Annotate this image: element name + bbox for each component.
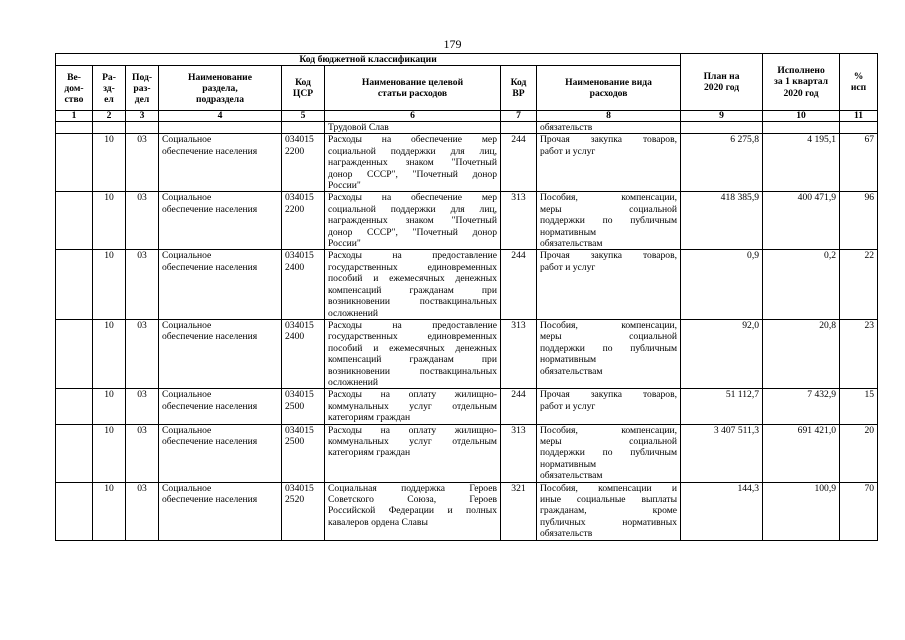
- expense-kind-cell: [537, 134, 681, 192]
- cell-line: донор СССР", "Почетный донор: [328, 226, 497, 238]
- header-line: дел: [134, 93, 150, 105]
- section-name-cell: [159, 424, 282, 482]
- cell-line: Расходы на оплату жилищно-: [328, 424, 497, 436]
- header-line: расходов: [589, 88, 628, 99]
- header-line: исп: [850, 82, 867, 93]
- cell-line: обеспечение населения: [162, 494, 258, 505]
- header-line: Ве-: [67, 71, 81, 83]
- cell-line: Социальное: [162, 424, 212, 436]
- cell-line: обеспечение населения: [162, 145, 258, 157]
- subsection-cell: 03: [126, 250, 159, 319]
- cell-line: осложнений: [328, 307, 379, 319]
- budget-table: [55, 53, 878, 541]
- header-line: зд-: [103, 82, 115, 94]
- cell-line: нормативным: [540, 458, 597, 470]
- cell-line: иные социальные выплаты: [540, 494, 678, 505]
- section-header: [93, 66, 126, 111]
- header-line: %: [853, 70, 864, 82]
- cell-line: Расходы на оплату жилищно-: [328, 389, 497, 401]
- csr-code-cell: [282, 389, 325, 424]
- cell-line: 034015: [285, 250, 314, 262]
- cell-line: Прочая закупка товаров,: [540, 389, 678, 401]
- header-line: дом-: [64, 82, 84, 94]
- table-row: [56, 134, 878, 192]
- subsection-cell: 03: [126, 319, 159, 388]
- cell-line: обязательствам: [540, 365, 603, 377]
- expense-kind-cell: [537, 482, 681, 540]
- cell-line: государственных единовременных: [328, 331, 497, 343]
- section-cell: 10: [93, 482, 126, 540]
- header-line: 2020 год: [783, 87, 819, 99]
- cell-line: 034015: [285, 192, 314, 204]
- plan-amount-cell: 0,9: [681, 250, 763, 319]
- expense-kind-cell: [537, 250, 681, 319]
- table-row: [56, 319, 878, 388]
- csr-code-cell: [282, 319, 325, 388]
- cell-line: Советского Союза, Героев: [328, 494, 497, 505]
- cell-line: категориям граждан: [328, 412, 411, 424]
- subsection-cell: 03: [126, 192, 159, 250]
- header-line: Наименование: [188, 71, 252, 83]
- header-line: раз-: [133, 82, 151, 94]
- subsection-cell: 03: [126, 424, 159, 482]
- department-cell: [56, 134, 93, 192]
- cell-line: обеспечение населения: [162, 203, 258, 215]
- cell-line: обеспечение населения: [162, 400, 258, 412]
- cell-line: осложнений: [328, 376, 379, 388]
- csr-code-cell: [282, 250, 325, 319]
- cell-line: работ и услуг: [540, 145, 596, 157]
- subsection-cell: 03: [126, 389, 159, 424]
- table-row: [56, 389, 878, 424]
- section-name-cell: [159, 192, 282, 250]
- carryover-kind-text: обязательств: [537, 122, 681, 134]
- cell-line: Прочая закупка товаров,: [540, 134, 678, 146]
- cell-line: коммунальных услуг отдельным: [328, 435, 497, 447]
- section-cell: 10: [93, 192, 126, 250]
- cell-line: поддержки по публичным: [540, 447, 678, 459]
- cell-line: Социальное: [162, 319, 212, 331]
- table-header: [56, 54, 878, 122]
- executed-amount-cell: 400 471,9: [763, 192, 840, 250]
- target-name-cell: [325, 134, 501, 192]
- csr-code-cell: [282, 134, 325, 192]
- cell-line: компенсаций гражданам при: [328, 354, 497, 366]
- vr-code-cell: 244: [501, 389, 537, 424]
- cell-line: пособий и ежемесячных денежных: [328, 273, 497, 285]
- column-number: 1: [56, 111, 93, 122]
- percent-cell: 15: [840, 389, 878, 424]
- expense-kind-cell: [537, 389, 681, 424]
- header-line: 2020 год: [704, 82, 740, 93]
- cell-line: меры социальной: [540, 203, 678, 215]
- cell-line: государственных единовременных: [328, 261, 497, 273]
- section-cell: 10: [93, 389, 126, 424]
- cell-line: публичных нормативных: [540, 516, 678, 528]
- cell-line: 2200: [285, 145, 305, 157]
- header-line: Наименование вида: [565, 77, 652, 88]
- vr-code-cell: 313: [501, 319, 537, 388]
- cell-line: компенсаций гражданам при: [328, 284, 497, 296]
- table-row: [56, 482, 878, 540]
- vr-code-cell: 313: [501, 424, 537, 482]
- subsection-cell: 03: [126, 134, 159, 192]
- cell-line: 034015: [285, 134, 314, 146]
- csr-code-header: [282, 66, 325, 111]
- table-row: [56, 424, 878, 482]
- target-name-cell: [325, 389, 501, 424]
- cell-line: социальной поддержки для лиц,: [328, 203, 497, 215]
- cell-line: социальной поддержки для лиц,: [328, 145, 497, 157]
- cell-line: Пособия, компенсации,: [540, 424, 678, 436]
- cell-line: Расходы на обеспечение мер: [328, 192, 497, 204]
- cell-line: Социальное: [162, 134, 212, 146]
- header-line: ЦСР: [292, 88, 314, 99]
- section-name-cell: [159, 319, 282, 388]
- column-number-row: [56, 111, 878, 122]
- header-line: План на: [703, 70, 740, 82]
- percent-cell: 70: [840, 482, 878, 540]
- target-name-header: [325, 66, 501, 111]
- section-name-cell: [159, 482, 282, 540]
- executed-amount-cell: 0,2: [763, 250, 840, 319]
- cell-line: коммунальных услуг отдельным: [328, 400, 497, 412]
- vr-code-cell: 321: [501, 482, 537, 540]
- cell-line: 2400: [285, 331, 305, 343]
- section-name-cell: [159, 134, 282, 192]
- plan-amount-cell: 6 275,8: [681, 134, 763, 192]
- column-number: 10: [763, 111, 840, 122]
- percent-cell: 20: [840, 424, 878, 482]
- cell-line: донор СССР", "Почетный донор: [328, 168, 497, 180]
- cell-line: Российской Федерации и полных: [328, 505, 497, 517]
- cell-line: 2520: [285, 494, 305, 505]
- header-line: Под-: [131, 71, 153, 83]
- expense-kind-cell: [537, 424, 681, 482]
- cell-line: Социальное: [162, 192, 212, 204]
- percent-cell: 67: [840, 134, 878, 192]
- cell-line: Социальное: [162, 250, 212, 262]
- department-cell: [56, 250, 93, 319]
- percent-cell: 23: [840, 319, 878, 388]
- vr-code-cell: 244: [501, 134, 537, 192]
- cell-line: поддержки по публичным: [540, 215, 678, 227]
- cell-line: Расходы на обеспечение мер: [328, 134, 497, 146]
- cell-line: нормативным: [540, 354, 597, 366]
- department-cell: [56, 482, 93, 540]
- cell-line: 034015: [285, 424, 314, 436]
- header-line: за 1 квартал: [774, 76, 829, 88]
- cell-line: возникновении поствакцинальных: [328, 296, 497, 308]
- section-cell: 10: [93, 424, 126, 482]
- table-body: [56, 122, 878, 541]
- header-line: Ра-: [102, 71, 116, 83]
- header-line: ство: [64, 93, 84, 105]
- csr-code-cell: [282, 192, 325, 250]
- cell-line: Пособия, компенсации и: [540, 482, 678, 494]
- column-number: 7: [501, 111, 537, 122]
- percent-cell: 96: [840, 192, 878, 250]
- column-number: 3: [126, 111, 159, 122]
- percent-header: [840, 54, 878, 111]
- expense-kind-cell: [537, 319, 681, 388]
- cell-line: категориям граждан: [328, 447, 411, 459]
- executed-amount-cell: 20,8: [763, 319, 840, 388]
- csr-code-cell: [282, 424, 325, 482]
- expense-kind-cell: [537, 192, 681, 250]
- cell-line: 2500: [285, 400, 305, 412]
- cell-line: России": [328, 180, 361, 192]
- target-name-cell: [325, 482, 501, 540]
- target-name-cell: [325, 424, 501, 482]
- cell-line: обеспечение населения: [162, 331, 258, 343]
- csr-code-cell: [282, 482, 325, 540]
- header-line: ВР: [512, 88, 525, 99]
- target-name-cell: [325, 192, 501, 250]
- cell-line: 034015: [285, 319, 314, 331]
- executed-header: [763, 54, 840, 111]
- cell-line: 034015: [285, 389, 314, 401]
- column-number: 5: [282, 111, 325, 122]
- header-line: подраздела: [195, 93, 244, 105]
- column-number: 11: [840, 111, 878, 122]
- percent-cell: 22: [840, 250, 878, 319]
- department-cell: [56, 319, 93, 388]
- cell-line: меры социальной: [540, 435, 678, 447]
- column-number: 9: [681, 111, 763, 122]
- cell-line: 2500: [285, 435, 305, 447]
- cell-line: пособий и ежемесячных денежных: [328, 342, 497, 354]
- page-number: 179: [443, 37, 462, 51]
- cell-line: обеспечение населения: [162, 261, 258, 273]
- table-row: [56, 250, 878, 319]
- cell-line: награжденных знаком "Почетный: [328, 215, 497, 227]
- cell-line: работ и услуг: [540, 261, 596, 273]
- section-cell: 10: [93, 250, 126, 319]
- carryover-row: [56, 122, 878, 134]
- cell-line: поддержки по публичным: [540, 342, 678, 354]
- cell-line: меры социальной: [540, 331, 678, 343]
- cell-line: Прочая закупка товаров,: [540, 250, 678, 262]
- header-line: Наименование целевой: [361, 77, 464, 88]
- subsection-header: [126, 66, 159, 111]
- cell-line: обязательствам: [540, 470, 603, 482]
- cell-line: 2200: [285, 203, 305, 215]
- header-line: Код: [510, 77, 527, 88]
- vr-code-cell: 244: [501, 250, 537, 319]
- section-cell: 10: [93, 319, 126, 388]
- plan-amount-cell: 51 112,7: [681, 389, 763, 424]
- executed-amount-cell: 691 421,0: [763, 424, 840, 482]
- executed-amount-cell: 7 432,9: [763, 389, 840, 424]
- vr-code-header: [501, 66, 537, 111]
- header-line: статьи расходов: [377, 88, 448, 99]
- cell-line: работ и услуг: [540, 400, 596, 412]
- column-number: 2: [93, 111, 126, 122]
- cell-line: Расходы на предоставление: [328, 250, 497, 262]
- department-cell: [56, 192, 93, 250]
- cell-line: возникновении поствакцинальных: [328, 365, 497, 377]
- cell-line: Социальное: [162, 389, 212, 401]
- header-line: Исполнено: [777, 64, 825, 76]
- department-header: [56, 66, 93, 111]
- executed-amount-cell: 100,9: [763, 482, 840, 540]
- executed-amount-cell: 4 195,1: [763, 134, 840, 192]
- section-name-header: [159, 66, 282, 111]
- cell-line: нормативным: [540, 226, 597, 238]
- expense-kind-header: [537, 66, 681, 111]
- plan-amount-cell: 3 407 511,3: [681, 424, 763, 482]
- column-number: 4: [159, 111, 282, 122]
- cell-line: Пособия, компенсации,: [540, 192, 678, 204]
- carryover-target-text: Трудовой Слав: [325, 122, 501, 134]
- classification-code-header: Код бюджетной классификации: [56, 54, 681, 66]
- cell-line: 034015: [285, 482, 314, 494]
- section-name-cell: [159, 250, 282, 319]
- plan-header: [681, 54, 763, 111]
- cell-line: Социальная поддержка Героев: [328, 482, 497, 494]
- target-name-cell: [325, 250, 501, 319]
- target-name-cell: [325, 319, 501, 388]
- plan-amount-cell: 418 385,9: [681, 192, 763, 250]
- cell-line: обязательств: [540, 528, 593, 540]
- cell-line: обеспечение населения: [162, 435, 258, 447]
- vr-code-cell: 313: [501, 192, 537, 250]
- plan-amount-cell: 144,3: [681, 482, 763, 540]
- header-line: раздела,: [202, 82, 238, 94]
- cell-line: Социальное: [162, 482, 212, 494]
- column-number: 6: [325, 111, 501, 122]
- subsection-cell: 03: [126, 482, 159, 540]
- header-line: Код: [295, 77, 311, 88]
- plan-amount-cell: 92,0: [681, 319, 763, 388]
- cell-line: Пособия, компенсации,: [540, 319, 678, 331]
- cell-line: обязательствам: [540, 238, 603, 250]
- cell-line: гражданам, кроме: [540, 505, 678, 517]
- cell-line: Расходы на предоставление: [328, 319, 497, 331]
- section-name-cell: [159, 389, 282, 424]
- cell-line: награжденных знаком "Почетный: [328, 157, 497, 169]
- header-line: ел: [104, 93, 114, 105]
- section-cell: 10: [93, 134, 126, 192]
- cell-line: 2400: [285, 261, 305, 273]
- cell-line: кавалеров ордена Славы: [328, 516, 428, 528]
- column-number: 8: [537, 111, 681, 122]
- department-cell: [56, 389, 93, 424]
- cell-line: России": [328, 238, 361, 250]
- table-row: [56, 192, 878, 250]
- department-cell: [56, 424, 93, 482]
